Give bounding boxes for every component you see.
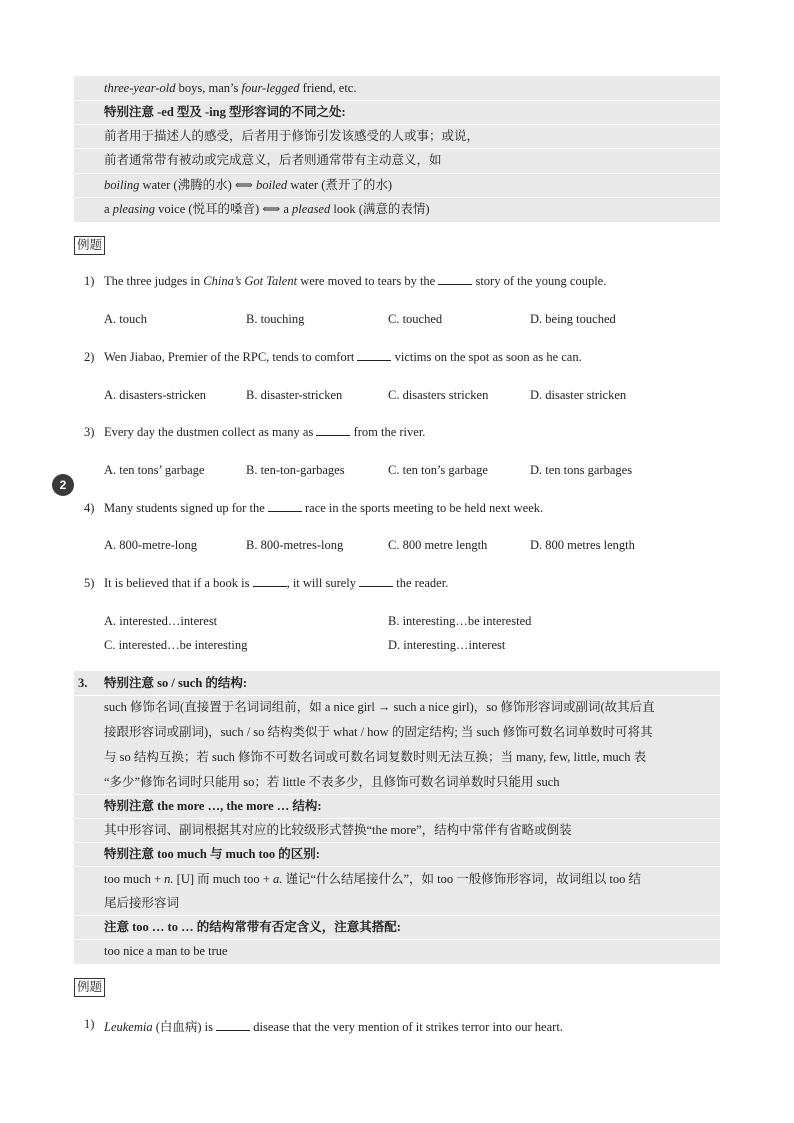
note-line: 其中形容词、副词根据其对应的比较级形式替换“the more”，结构中常伴有省略或倒装 [104,823,572,837]
option-c[interactable]: C. disasters stricken [388,388,489,402]
question-number: 1) [84,1017,95,1031]
question-text: The three judges in China’s Got Talent were moved to tears by the story of the young couple. [104,274,607,288]
note-example-boiling: boiling water (沸腾的水) ⟺ boiled water (煮开了的水) [104,178,393,192]
page-number-badge: 2 [52,474,74,496]
note-line: 前者通常带有被动或完成意义，后者则通常带有主动意义，如 [104,153,442,167]
note-heading-ed-ing: 特别注意 -ed 型及 -ing 型形容词的不同之处: [104,105,346,119]
answer-blank [253,576,287,587]
question-number: 3) [84,425,95,439]
question-number: 4) [84,501,95,515]
question-text: Every day the dustmen collect as many as from the river. [104,425,426,439]
note-example-pleasing: a pleasing voice (悦耳的嗓音) ⟺ a pleased look (满意的表情) [104,202,430,216]
note-line: 与 so 结构互换；若 such 修饰不可数名词或可数名词复数时则无法互换；当 many, few, little, much 表 [104,750,647,764]
note-line: 前者用于描述人的感受，后者用于修饰引发该感受的人或事；或说， [104,129,480,143]
note-line-compound-adjectives: three-year-old boys, man’s four-legged friend, etc. [104,81,357,95]
answer-blank [268,501,302,512]
option-a[interactable]: A. ten tons’ garbage [104,463,205,477]
question-text: Leukemia (白血病) is disease that the very mention of it strikes terror into our heart. [104,1020,563,1034]
note-line: 接跟形容词或副词)，such / so 结构类似于 what / how 的固定结构; 当 such 修饰可数名词单数时可将其 [104,725,653,739]
note-line: such 修饰名词(直接置于名词词组前，如 a nice girl → such a nice girl)，so 修饰形容词或副词(故其后直 [104,700,655,714]
option-c[interactable]: C. 800 metre length [388,538,488,552]
option-b[interactable]: B. touching [246,312,305,326]
note-heading-the-more: 特别注意 the more …, the more … 结构: [104,799,322,813]
option-d[interactable]: D. 800 metres length [530,538,635,552]
question-text: Wen Jiabao, Premier of the RPC, tends to comfort victims on the spot as soon as he can. [104,350,582,364]
answer-blank [216,1020,250,1031]
option-a[interactable]: A. disasters-stricken [104,388,207,402]
option-b[interactable]: B. ten-ton-garbages [246,463,345,477]
question-number: 1) [84,274,95,288]
answer-blank [316,425,350,436]
question-number: 5) [84,576,95,590]
question-text: It is believed that if a book is , it will surely the reader. [104,576,449,590]
option-b[interactable]: B. 800-metres-long [246,538,344,552]
option-c[interactable]: C. interested…be interesting [104,638,248,652]
section-number: 3. [78,676,88,690]
note-heading-too-to: 注意 too … to … 的结构常带有否定含义，注意其搭配: [104,920,401,934]
option-b[interactable]: B. interesting…be interested [388,614,532,628]
option-d[interactable]: D. disaster stricken [530,388,627,402]
note-example-too-nice: too nice a man to be true [104,944,228,958]
note-line: 尾后接形容词 [104,896,180,910]
option-d[interactable]: D. ten tons garbages [530,463,633,477]
option-a[interactable]: A. 800-metre-long [104,538,198,552]
note-line: “多少”修饰名词时只能用 so；若 little 不表多少，且修饰可数名词单数时只能用 such [104,775,560,789]
note-heading-too-much: 特别注意 too much 与 much too 的区别: [104,847,320,861]
note-heading-so-such: 特别注意 so / such 的结构: [104,676,248,690]
note-line: too much + n. [U] 而 much too + a. 谨记“什么结尾接什么”，如 too 一般修饰形容词，故词组以 too 结 [104,872,641,886]
option-a[interactable]: A. touch [104,312,148,326]
example-label: 例题 [74,978,105,997]
answer-blank [438,274,472,285]
option-b[interactable]: B. disaster-stricken [246,388,343,402]
answer-blank [357,350,391,361]
example-label: 例题 [74,236,105,255]
question-number: 2) [84,350,95,364]
option-c[interactable]: C. touched [388,312,443,326]
question-text: Many students signed up for the race in the sports meeting to be held next week. [104,501,544,515]
option-a[interactable]: A. interested…interest [104,614,218,628]
option-d[interactable]: D. being touched [530,312,616,326]
option-d[interactable]: D. interesting…interest [388,638,506,652]
option-c[interactable]: C. ten ton’s garbage [388,463,488,477]
answer-blank [359,576,393,587]
